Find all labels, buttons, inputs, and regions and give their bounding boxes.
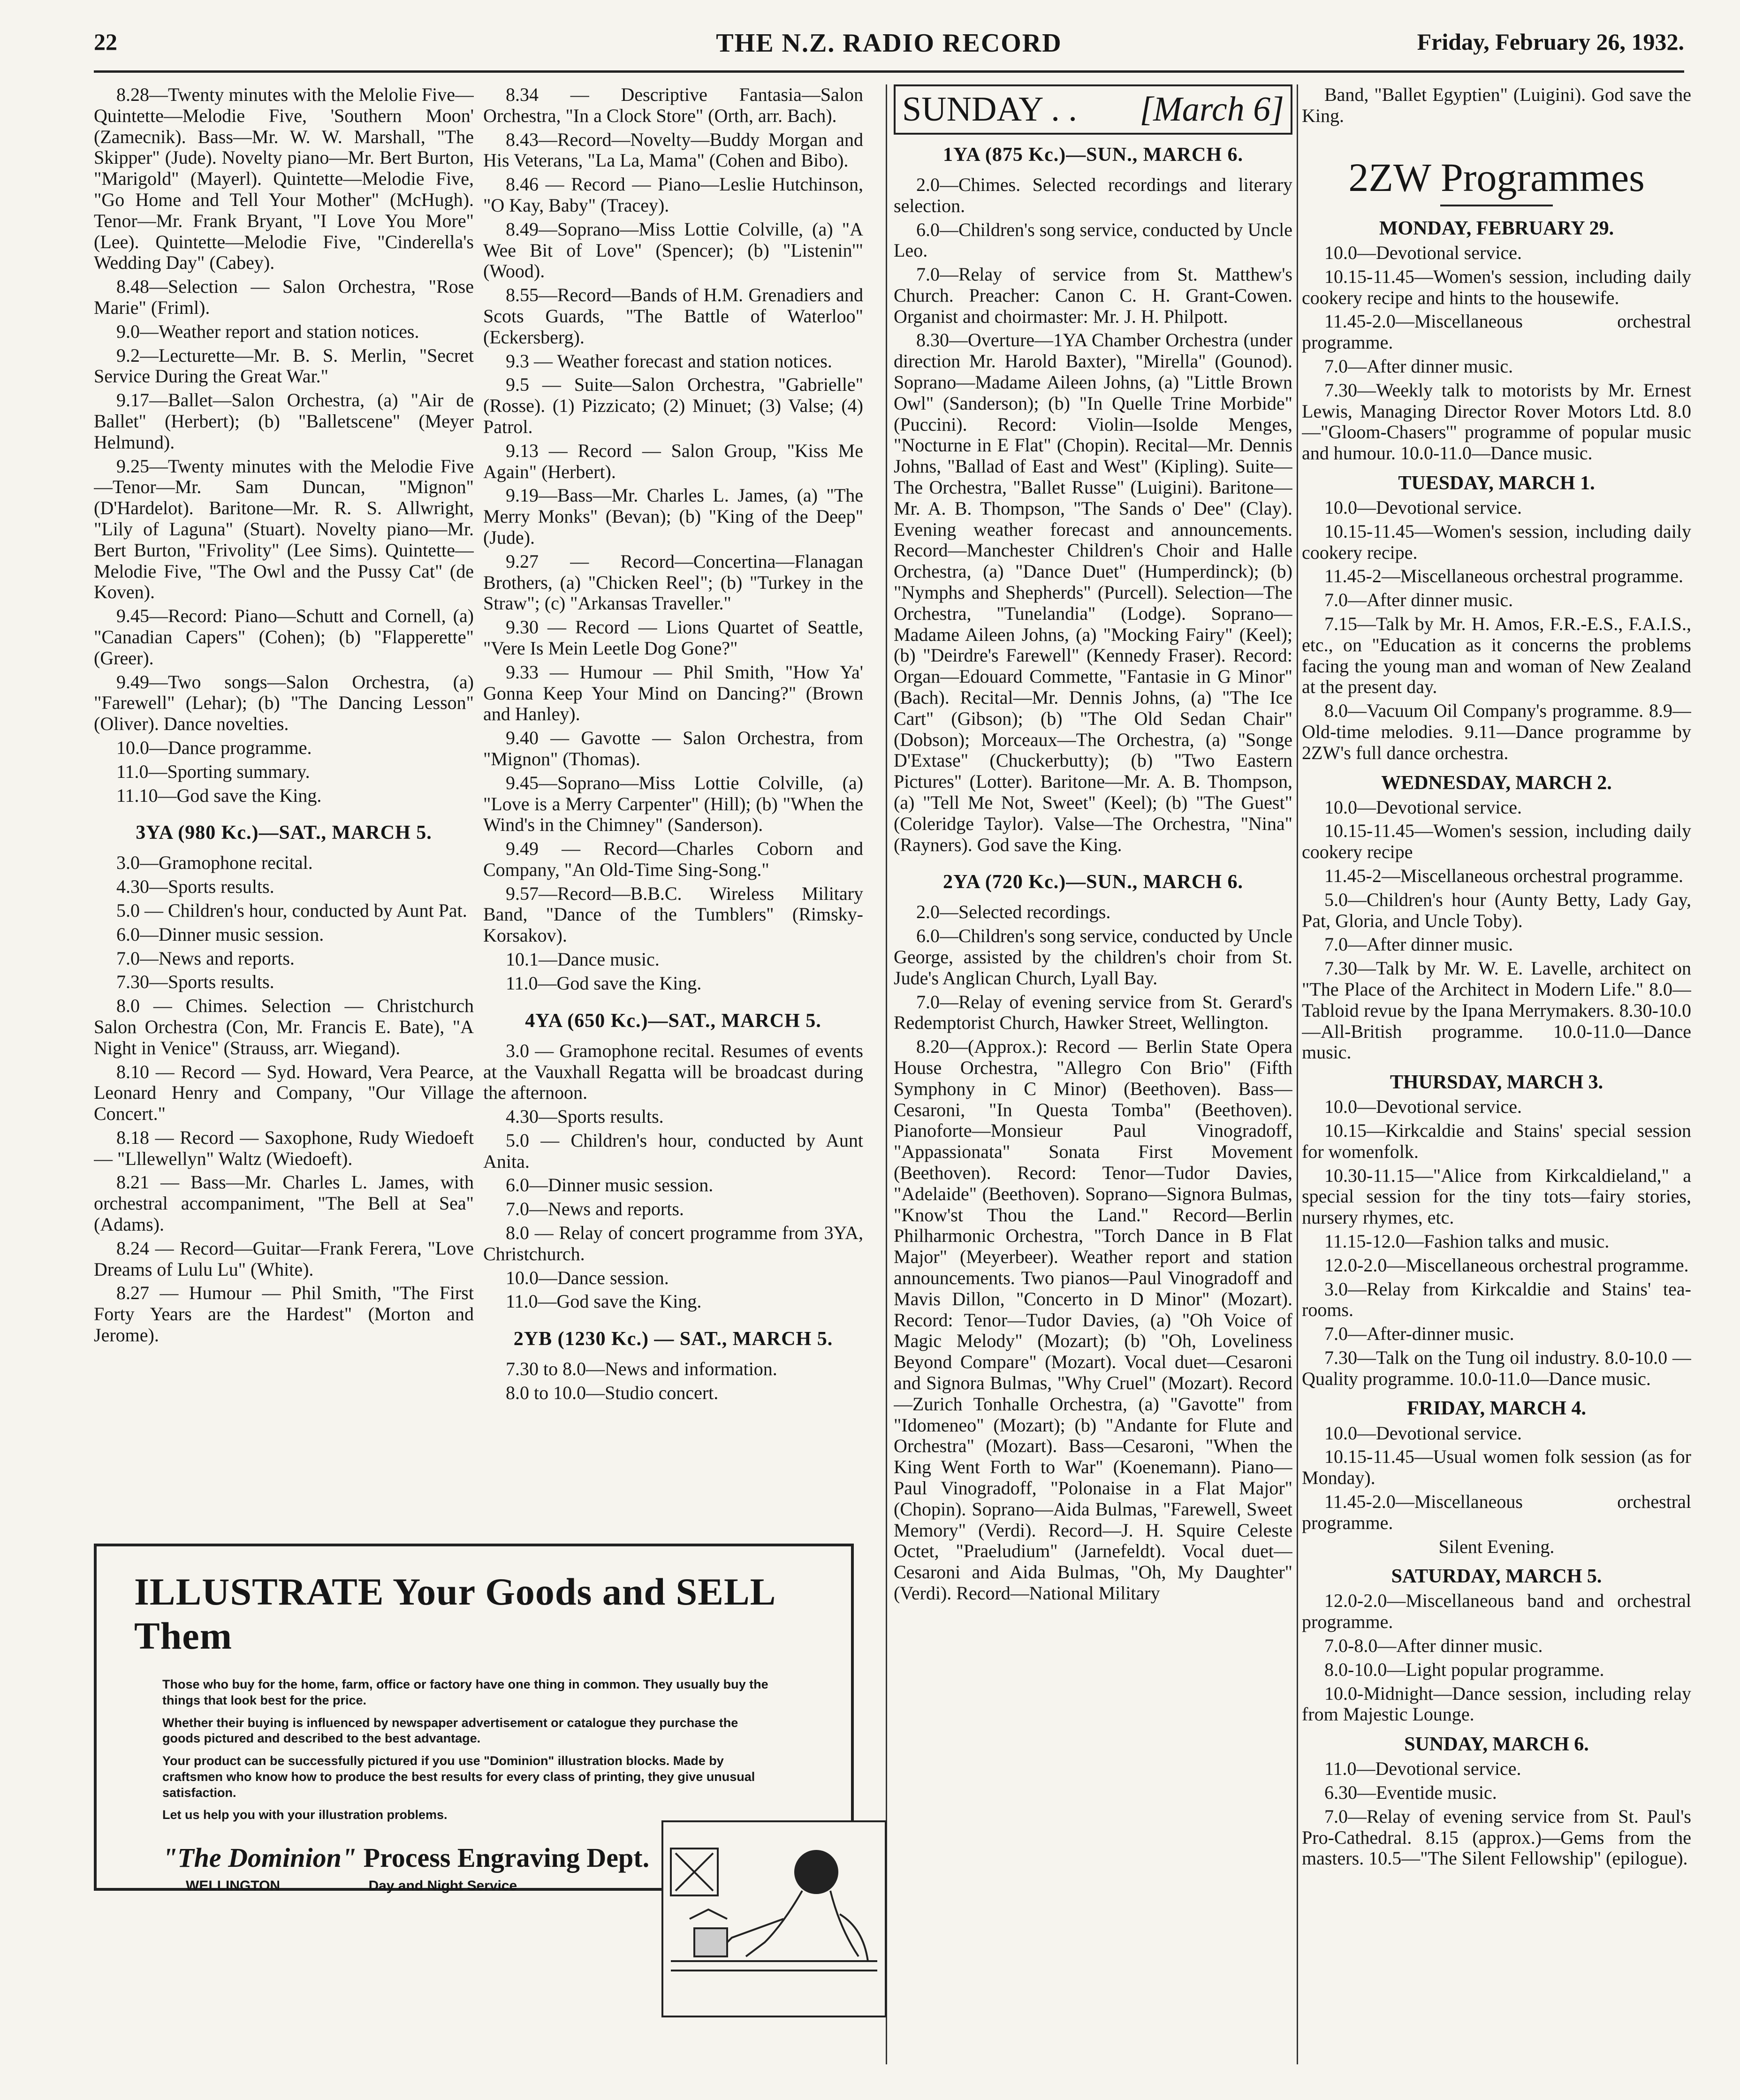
listing-item: 8.24 — Record—Guitar—Frank Ferera, "Love Dreams of Lulu Lu" (White). <box>94 1237 474 1280</box>
listing-item: 11.0—Sporting summary. <box>116 761 310 782</box>
listing-item: 7.0—After-dinner music. <box>1324 1323 1514 1345</box>
listing-item: 12.0-2.0—Miscellaneous band and orchestral programme. <box>1302 1590 1691 1633</box>
station-heading-2ya: 2YA (720 Kc.)—SUN., MARCH 6. <box>942 871 1244 893</box>
ad-paragraph: Those who buy for the home, farm, office or factory have one thing in common. They usually buy the things that look best for the price. <box>162 1677 768 1707</box>
listing-item: 11.45-2—Miscellaneous orchestral programme. <box>1324 565 1683 587</box>
listing-item: 9.45—Soprano—Miss Lottie Colville, (a) "Love is a Merry Carpenter" (Hill); (b) "When the Wind's in the Chimney" (Sanderson). <box>483 772 863 836</box>
listing-item: 7.30—Talk on the Tung oil industry. 8.0-10.0 — Quality programme. 10.0-11.0—Dance music. <box>1302 1347 1691 1389</box>
listing-item: 3.0—Relay from Kirkcaldie and Stains' tea-rooms. <box>1302 1278 1691 1321</box>
ad-dept-name: "The Dominion" <box>162 1842 357 1873</box>
listing-item: 11.45-2—Miscellaneous orchestral programme. <box>1324 865 1683 886</box>
listing-item: 8.49—Soprano—Miss Lottie Colville, (a) "A Wee Bit of Love" (Spencer); (b) "Listenin'" (Wood). <box>483 218 863 282</box>
listing-item: 11.15-12.0—Fashion talks and music. <box>1324 1230 1610 1252</box>
ad-dept-rest: Process Engraving Dept. <box>363 1842 650 1873</box>
day-heading: SUNDAY, MARCH 6. <box>1404 1734 1589 1756</box>
listing-item: 2.0—Selected recordings. <box>916 901 1111 923</box>
day-heading: WEDNESDAY, MARCH 2. <box>1381 772 1612 794</box>
listing-item: 3.0—Gramophone recital. <box>116 852 313 874</box>
listing-item: 10.0-Midnight—Dance session, including relay from Majestic Lounge. <box>1302 1682 1691 1725</box>
listing-item: 10.0—Devotional service. <box>1324 242 1522 263</box>
listing-item: 10.0—Dance session. <box>506 1267 669 1288</box>
listing-item: 10.0—Devotional service. <box>1324 1422 1522 1444</box>
station-heading-4ya: 4YA (650 Kc.)—SAT., MARCH 5. <box>525 1010 821 1032</box>
listing-item: 2.0—Chimes. Selected recordings and literary selection. <box>894 174 1292 216</box>
day-heading: THURSDAY, MARCH 3. <box>1390 1072 1603 1094</box>
listing-item: 11.0—God save the King. <box>506 1291 702 1312</box>
listing-item: 5.0 — Children's hour, conducted by Aunt Anita. <box>483 1129 863 1172</box>
ad-paragraph: Let us help you with your illustration problems. <box>162 1808 448 1822</box>
listing-item: 8.46 — Record — Piano—Leslie Hutchinson, "O Kay, Baby" (Tracey). <box>483 174 863 216</box>
ad-paragraph: Your product can be successfully pictured if you use "Dominion" illustration blocks. Made by craftsmen who know how to produce the best results for every class of printing, they give unusual satisfaction. <box>162 1754 755 1800</box>
listing-item: 7.30—Weekly talk to motorists by Mr. Ernest Lewis, Managing Director Rover Motors Ltd. 8.0—"Gloom-Chasers'" programme of popular music and humour. 10.0-11.0—Dance music. <box>1302 379 1691 464</box>
listing-item: 8.20—(Approx.): Record — Berlin State Opera House Orchestra, "Allegro Con Brio" (Fifth Symphony in C Minor) (Beethoven). Bass— Cesaroni, "In Questa Tomba" (Beethoven). Pianoforte—Monsieur Paul Vinogradoff, "Appassionata" Sonata First Movement (Beethoven). Record: Tenor—Tudor Davies, "Adelaide" (Beethoven). Soprano—Signora Bulmas, "Know'st Thou the Land." Record—Berlin Philharmonic Orchestra, "Torch Dance in B Flat Major" (Meyerbeer). Weather report and station announcements. Two pianos—Paul Vinogradoff and Mavis Dillon, "Concerto in D Minor" (Mozart). Record: Tenor—Tudor Davies, (a) "Oh Voice of Magic Melody" (Mozart); (b) "Oh, Loveliness Beyond Compare" (Mozart). Vocal duet—Cesaroni and Signora Bulmas, "Why Cruel" (Mozart). Record—Zurich Tonhalle Orchestra, (a) "Gavotte" from "Idomeneo" (Mozart); (b) "Andante for Flute and Orchestra" (Mozart). Bass—Cesaroni, "When the King Went Forth to War" (Koenemann). Piano—Paul Vinogradoff, "Polonaise in a Flat Major" (Chopin). Soprano—Aida Bulmas, "Farewell, Sweet Memory" (Verdi). Record—J. H. Squire Celeste Octet, "Praeludium" (Jarnefeldt). Vocal duet—Cesaroni and Aida Bulmas, "Oh, My Daughter" (Verdi). Record—National Military <box>894 1036 1292 1604</box>
listing-item: 8.18 — Record — Saxophone, Rudy Wiedoeft — "Lllewellyn" Waltz (Wiedoeft). <box>94 1126 474 1169</box>
listing-item: 11.10—God save the King. <box>116 784 322 806</box>
listing-item: 9.17—Ballet—Salon Orchestra, (a) "Air de Ballet" (Herbert); (b) "Balletscene" (Meyer Helmund). <box>94 389 474 453</box>
programmes-title-2zw: 2ZW Programmes <box>1348 154 1645 200</box>
listing-item: 11.0—God save the King. <box>506 972 702 994</box>
sunday-banner <box>894 84 1292 135</box>
listing-item: 8.55—Record—Bands of H.M. Grenadiers and Scots Guards, "The Battle of Waterloo" (Eckersberg). <box>483 284 863 348</box>
engraver-illustration <box>661 1820 887 2017</box>
listing-item: 7.0—After dinner music. <box>1324 355 1513 377</box>
listing-item: 9.19—Bass—Mr. Charles L. James, (a) "The Merry Monks" (Bevan); (b) "King of the Deep" (Jude). <box>483 485 863 548</box>
ad-headline: ILLUSTRATE Your Goods and SELL Them <box>134 1570 774 1657</box>
listing-item: 9.0—Weather report and station notices. <box>116 320 419 342</box>
listing-item: 7.0—After dinner music. <box>1324 934 1513 955</box>
title-underline <box>1440 205 1553 206</box>
ad-city: WELLINGTON <box>186 1878 281 1894</box>
listing-item: 9.27 — Record—Concertina—Flanagan Brothers, (a) "Chicken Reel"; (b) "Turkey in the Straw"; (c) "Arkansas Traveller." <box>483 550 863 614</box>
listing-item: 9.40 — Gavotte — Salon Orchestra, from "Mignon" (Thomas). <box>483 727 863 769</box>
listing-item: 8.0 to 10.0—Studio concert. <box>506 1382 719 1404</box>
sunday-label: SUNDAY . . <box>902 90 1077 129</box>
listing-item: 9.45—Record: Piano—Schutt and Cornell, (a) "Canadian Capers" (Cohen); (b) "Flapperette" (Greer). <box>94 605 474 669</box>
listing-item: 8.0 — Chimes. Selection — Christchurch Salon Orchestra (Con, Mr. Francis E. Bate), "A Night in Venice" (Strauss, arr. Wiegand). <box>94 995 474 1058</box>
listing-item: 10.30-11.15—"Alice from Kirkcaldieland," a special session for the tiny tots—fairy stories, nursery rhymes, etc. <box>1302 1164 1691 1228</box>
listing-item: 3.0 — Gramophone recital. Resumes of events at the Vauxhall Regatta will be broadcast during the afternoon. <box>483 1040 863 1103</box>
page-number: 22 <box>94 29 117 55</box>
listing-item: 7.30 to 8.0—News and information. <box>506 1358 777 1380</box>
listing-item: 10.0—Dance programme. <box>116 737 312 758</box>
listing-item: 9.57—Record—B.B.C. Wireless Military Band, "Dance of the Tumblers" (Rimsky-Korsakov). <box>483 883 863 946</box>
day-heading: MONDAY, FEBRUARY 29. <box>1379 217 1614 239</box>
day-heading: FRIDAY, MARCH 4. <box>1407 1398 1586 1420</box>
listing-item: 9.13 — Record — Salon Group, "Kiss Me Again" (Herbert). <box>483 440 863 482</box>
page-header <box>94 28 1684 73</box>
listing-item: 6.0—Dinner music session. <box>116 923 324 945</box>
listing-item: 5.0 — Children's hour, conducted by Aunt Pat. <box>116 899 467 921</box>
listing-item: 8.30—Overture—1YA Chamber Orchestra (under direction Mr. Harold Baxter), "Mirella" (Gounod). Soprano—Madame Aileen Johns, (a) "Little Brown Owl" (Sanderson); (b) "In Quelle Trine Morbide" (Puccini). Record: Violin—Isolde Menges, "Nocturne in E Flat" (Chopin). Recital—Mr. Dennis Johns, "Ballad of East and West" (Kipling). Suite—The Orchestra, "Ballet Russe" (Luigini). Baritone—Mr. A. B. Thompson, "The Sands o' Dee" (Clay). Evening weather forecast and announcements. Record—Manchester Children's Choir and Halle Orchestra, (a) "Dance Duet" (Humperdinck); (b) "Nymphs and Shepherds" (Purcell). Selection—The Orchestra, "Tunelandia" (Lodge). Soprano—Madame Aileen Johns, (a) "Mocking Fairy" (Keel); (b) "Deirdre's Farewell" (Kennedy Fraser). Record: Organ—Edouard Commette, "Fantasie in G Minor" (Bach). Recital—Mr. Dennis Johns, (a) "The Ice Cart" (Gibson); (b) "The Old Sedan Chair" (Dobson); Morceaux—The Orchestra, (a) "Songe D'Extase" (Chuckerbutty); (b) "Two Eastern Pictures" (Lotter). Baritone—Mr. A. B. Thompson, (a) "Tell Me Not, Sweet" (Keel); (b) "The Guest" (Coleridge Taylor). Valse—The Orchestra, "Nina" (Rayners). God save the King. <box>894 329 1292 855</box>
listing-item: 9.49 — Record—Charles Coborn and Company, "An Old-Time Sing-Song." <box>483 838 863 880</box>
listing-item: Band, "Ballet Egyptien" (Luigini). God save the King. <box>1302 84 1691 126</box>
listing-item: 10.15-11.45—Usual women folk session (as for Monday). <box>1302 1446 1691 1489</box>
masthead: THE N.Z. RADIO RECORD <box>716 29 1062 58</box>
listing-item: 7.0—After dinner music. <box>1324 589 1513 611</box>
listing-item: 8.21 — Bass—Mr. Charles L. James, with orchestral accompaniment, "The Bell at Sea" (Adams). <box>94 1172 474 1235</box>
listing-item: 7.0—Relay of service from St. Matthew's Church. Preacher: Canon C. H. Grant-Cowen. Organist and choirmaster: Mr. J. H. Philpott. <box>894 264 1292 327</box>
listing-item: 7.15—Talk by Mr. H. Amos, F.R.-E.S., F.A.I.S., etc., on "Education as it concerns the problems facing the young man and woman of New Zealand at the present day. <box>1302 613 1691 698</box>
listing-item: 9.3 — Weather forecast and station notices. <box>506 350 832 372</box>
listing-item: 7.30—Sports results. <box>116 971 274 993</box>
listing-item: 10.15-11.45—Women's session, including daily cookery recipe and hints to the housewife. <box>1302 266 1691 308</box>
listing-item: 11.45-2.0—Miscellaneous orchestral programme. <box>1302 1491 1691 1533</box>
listing-item: 9.49—Two songs—Salon Orchestra, (a) "Farewell" (Lehar); (b) "The Dancing Lesson" (Oliver). Dance novelties. <box>94 671 474 735</box>
column-rule <box>1297 84 1298 2064</box>
listing-item: 9.2—Lecturette—Mr. B. S. Merlin, "Secret Service During the Great War." <box>94 344 474 387</box>
listing-item: 9.25—Twenty minutes with the Melodie Five—Tenor—Mr. Sam Duncan, "Mignon" (D'Hardelot). Baritone—Mr. R. S. Allwright, "Lily of Laguna" (Stuart). Novelty piano—Mr. Bert Burton, "Frivolity" (Lee Sims). Quintette—Melodie Five, "The Owl and the Pussy Cat" (de Koven). <box>94 455 474 603</box>
listing-item: 7.30—Talk by Mr. W. E. Lavelle, architect on "The Place of the Architect in Modern Life." 8.0—Tabloid revue by the Ipana Merrymakers. 8.30-10.0—All-British programme. 10.0-11.0—Dance music. <box>1302 958 1691 1063</box>
listing-item: 9.5 — Suite—Salon Orchestra, "Gabrielle" (Rosse). (1) Pizzicato; (2) Minuet; (3) Valse; (4) Patrol. <box>483 374 863 437</box>
listing-item: 8.43—Record—Novelty—Buddy Morgan and His Veterans, "La La, Mama" (Cohen and Bibo). <box>483 129 863 171</box>
ad-paragraph: Whether their buying is influenced by newspaper advertisement or catalogue they purchase the goods pictured and described to the best advantage. <box>162 1715 738 1746</box>
column-4 <box>1302 84 1691 2064</box>
listing-item: 8.10 — Record — Syd. Howard, Vera Pearce, Leonard Henry and Company, "Our Village Concert." <box>94 1061 474 1125</box>
sunday-date: [March 6] <box>1140 90 1284 129</box>
listing-item: 6.30—Eventide music. <box>1324 1781 1497 1803</box>
station-heading-1ya: 1YA (875 Kc.)—SUN., MARCH 6. <box>942 144 1244 166</box>
listing-item: 10.15-11.45—Women's session, including daily cookery recipe <box>1302 820 1691 863</box>
listing-item: 4.30—Sports results. <box>116 876 274 898</box>
listing-item: 7.0—Relay of evening service from St. Paul's Pro-Cathedral. 8.15 (approx.)—Gems from the masters. 10.5—"The Silent Fellowship" (epilogue). <box>1302 1805 1691 1869</box>
day-heading: TUESDAY, MARCH 1. <box>1398 472 1595 494</box>
column-rule <box>886 84 887 2064</box>
listing-item: 10.15-11.45—Women's session, including daily cookery recipe. <box>1302 520 1691 563</box>
listing-item: 8.0 — Relay of concert programme from 3YA, Christchurch. <box>483 1222 863 1264</box>
listing-item: 10.15—Kirkcaldie and Stains' special session for womenfolk. <box>1302 1119 1691 1162</box>
silent-evening-note: Silent Evening. <box>1438 1536 1555 1557</box>
issue-date: Friday, February 26, 1932. <box>1417 29 1684 55</box>
ad-service: Day and Night Service <box>368 1878 517 1894</box>
station-heading-2yb: 2YB (1230 Kc.) — SAT., MARCH 5. <box>513 1328 833 1350</box>
listing-item: 7.0-8.0—After dinner music. <box>1324 1635 1543 1656</box>
listing-item: 6.0—Children's song service, conducted by Uncle George, assisted by the children's choir from St. Jude's Anglican Church, Lyall Bay. <box>894 925 1292 989</box>
listing-item: 7.0—Relay of evening service from St. Gerard's Redemptorist Church, Hawker Street, Wellington. <box>894 991 1292 1034</box>
listing-item: 10.0—Devotional service. <box>1324 496 1522 518</box>
listing-item: 11.45-2.0—Miscellaneous orchestral programme. <box>1302 311 1691 353</box>
listing-item: 8.0-10.0—Light popular programme. <box>1324 1659 1604 1680</box>
listing-item: 8.27 — Humour — Phil Smith, "The First Forty Years are the Hardest" (Morton and Jerome). <box>94 1282 474 1346</box>
listing-item: 8.28—Twenty minutes with the Melolie Five—Quintette—Melodie Five, 'Southern Moon' (Zamecnik). Bass—Mr. W. W. Marshall, "The Skipper" (Jude). Novelty piano—Mr. Bert Burton, "Marigold" (Mayerl). Quintette—Melodie Five, "Go Home and Tell Your Mother" (McHugh). Tenor—Mr. Frank Bryant, "I Love You More" (Lee). Quintette—Melodie Five, "Cinderella's Wedding Day" (Cabey). <box>94 84 474 274</box>
listing-item: 6.0—Children's song service, conducted by Uncle Leo. <box>894 219 1292 261</box>
listing-item: 11.0—Devotional service. <box>1324 1758 1521 1780</box>
listing-item: 9.33 — Humour — Phil Smith, "How Ya' Gonna Keep Your Mind on Dancing?" (Brown and Hanley). <box>483 661 863 725</box>
listing-item: 12.0-2.0—Miscellaneous orchestral programme. <box>1324 1254 1689 1276</box>
listing-item: 6.0—Dinner music session. <box>506 1174 714 1196</box>
listing-item: 8.34 — Descriptive Fantasia—Salon Orchestra, "In a Clock Store" (Orth, arr. Bach). <box>483 84 863 126</box>
listing-item: 7.0—News and reports. <box>506 1198 684 1220</box>
listing-item: 10.0—Devotional service. <box>1324 796 1522 818</box>
day-heading: SATURDAY, MARCH 5. <box>1391 1566 1602 1588</box>
listing-item: 10.0—Devotional service. <box>1324 1096 1522 1118</box>
listing-item: 8.48—Selection — Salon Orchestra, "Rose Marie" (Friml). <box>94 276 474 318</box>
listing-item: 7.0—News and reports. <box>116 947 295 969</box>
station-heading-3ya: 3YA (980 Kc.)—SAT., MARCH 5. <box>136 822 432 844</box>
column-3 <box>894 84 1292 2064</box>
column-2 <box>483 84 863 1529</box>
listing-item: 10.1—Dance music. <box>506 949 660 970</box>
listing-item: 9.30 — Record — Lions Quartet of Seattle, "Vere Is Mein Leetle Dog Gone?" <box>483 616 863 659</box>
column-1 <box>94 84 474 1529</box>
listing-item: 4.30—Sports results. <box>506 1106 664 1127</box>
listing-item: 8.0—Vacuum Oil Company's programme. 8.9—Old-time melodies. 9.11—Dance programme by 2ZW's full dance orchestra. <box>1302 700 1691 763</box>
listing-item: 5.0—Children's hour (Aunty Betty, Lady Gay, Pat, Gloria, and Uncle Toby). <box>1302 889 1691 931</box>
